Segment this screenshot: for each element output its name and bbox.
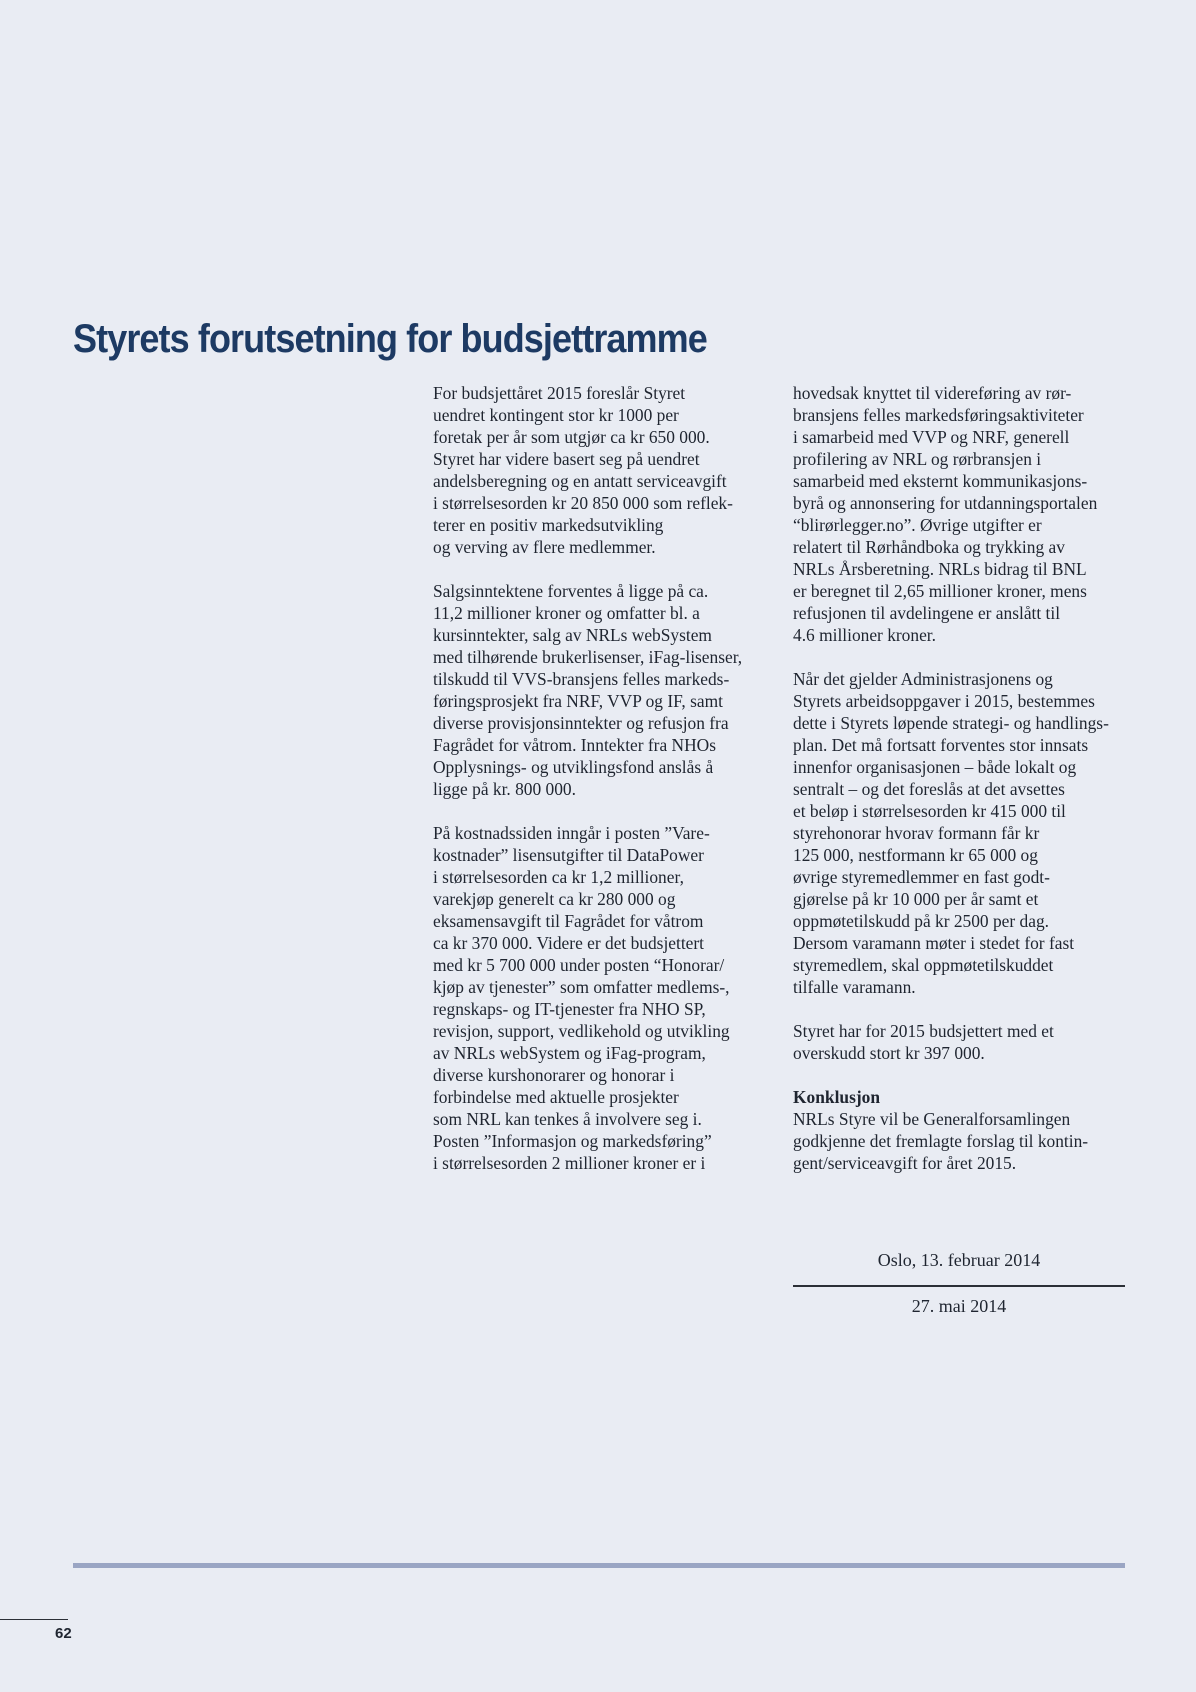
text-line: Styrets arbeidsoppgaver i 2015, bestemmes [793,691,1095,711]
text-line: innenfor organisasjonen – både lokalt og [793,757,1077,777]
text-line: samarbeid med eksternt kommunikasjons- [793,471,1088,491]
text-line: hovedsak knyttet til videreføring av rør- [793,383,1072,403]
text-line: oppmøtetilskudd på kr 2500 per dag. [793,911,1049,931]
text-line: 125 000, nestformann kr 65 000 og [793,845,1038,865]
page-number-rule [0,1619,68,1620]
text-line: Opplysnings- og utviklingsfond anslås å [433,757,714,777]
text-line: Fagrådet for våtrom. Inntekter fra NHOs [433,735,716,755]
text-line: plan. Det må fortsatt forventes stor innsats [793,735,1089,755]
text-line: eksamensavgift til Fagrådet for våtrom [433,911,704,931]
text-line: overskudd stort kr 397 000. [793,1043,985,1063]
paragraph-gap [793,998,1133,1020]
text-line: av NRLs webSystem og iFag-program, [433,1043,706,1063]
text-line: i størrelsesorden ca kr 1,2 millioner, [433,867,684,887]
text-line: tilskudd til VVS-bransjens felles markeds- [433,669,730,689]
text-line: med kr 5 700 000 under posten “Honorar/ [433,955,725,975]
paragraph-gap [793,1064,1133,1086]
text-line: foretak per år som utgjør ca kr 650 000. [433,427,710,447]
text-line: For budsjettåret 2015 foreslår Styret [433,383,686,403]
text-line: Styret har for 2015 budsjettert med et [793,1021,1054,1041]
right-text-column [793,382,1133,1174]
text-line: Styret har videre basert seg på uendret [433,449,700,469]
text-line: forbindelse med aktuelle prosjekter [433,1087,679,1107]
text-line: kostnader” lisensutgifter til DataPower [433,845,704,865]
text-line: 4.6 millioner kroner. [793,625,936,645]
text-line: styremedlem, skal oppmøtetilskuddet [793,955,1054,975]
text-line: bransjens felles markedsføringsaktiviteter [793,405,1084,425]
text-line: 11,2 millioner kroner og omfatter bl. a [433,603,700,623]
text-line: med tilhørende brukerlisenser, iFag-lisenser, [433,647,743,667]
text-line: i størrelsesorden 2 millioner kroner er i [433,1153,706,1173]
text-line: sentralt – og det foreslås at det avsettes [793,779,1065,799]
text-line: og verving av flere medlemmer. [433,537,656,557]
footer-divider [73,1563,1125,1568]
text-line: terer en positiv markedsutvikling [433,515,664,535]
text-line: Dersom varamann møter i stedet for fast [793,933,1075,953]
text-line: NRLs Styre vil be Generalforsamlingen [793,1109,1071,1129]
text-line: dette i Styrets løpende strategi- og handlings- [793,713,1109,733]
text-line: profilering av NRL og rørbransjen i [793,449,1042,469]
text-line: gjørelse på kr 10 000 per år samt et [793,889,1039,909]
signature-place-date: Oslo, 13. februar 2014 [877,1250,1041,1270]
text-line: diverse kurshonorarer og honorar i [433,1065,675,1085]
text-line: styrehonorar hvorav formann får kr [793,823,1040,843]
text-line: regnskaps- og IT-tjenester fra NHO SP, [433,999,706,1019]
text-line: føringsprosjekt fra NRF, VVP og IF, samt [433,691,723,711]
text-line: kjøp av tjenester” som omfatter medlems-, [433,977,730,997]
text-line: kursinntekter, salg av NRLs webSystem [433,625,712,645]
text-line: som NRL kan tenkes å involvere seg i. [433,1109,702,1129]
text-line: i størrelsesorden kr 20 850 000 som reflek- [433,493,733,513]
page-title: Styrets forutsetning for budsjettramme [73,316,707,361]
page-number: 62 [55,1625,72,1642]
text-line: i samarbeid med VVP og NRF, generell [793,427,1070,447]
text-line: varekjøp generelt ca kr 280 000 og [433,889,676,909]
text-line: Salgsinntektene forventes å ligge på ca. [433,581,709,601]
text-line: tilfalle varamann. [793,977,916,997]
text-line: refusjonen til avdelingene er anslått til [793,603,1061,623]
text-line: øvrige styremedlemmer en fast godt- [793,867,1050,887]
text-line: andelsberegning og en antatt serviceavgift [433,471,727,491]
text-line: gent/serviceavgift for året 2015. [793,1153,1017,1173]
text-line: godkjenne det fremlagte forslag til kontin- [793,1131,1089,1151]
signature-line [793,1285,1125,1287]
text-line: uendret kontingent stor kr 1000 per [433,405,679,425]
text-line: NRLs Årsberetning. NRLs bidrag til BNL [793,559,1087,579]
text-line: et beløp i størrelsesorden kr 415 000 til [793,801,1066,821]
paragraph-gap [793,646,1133,668]
text-line: revisjon, support, vedlikehold og utvikling [433,1021,730,1041]
text-line: Posten ”Informasjon og markedsføring” [433,1131,712,1151]
text-line: Når det gjelder Administrasjonens og [793,669,1053,689]
text-line: ca kr 370 000. Videre er det budsjettert [433,933,704,953]
left-text-column [433,382,773,1174]
text-line: “blirørlegger.no”. Øvrige utgifter er [793,515,1042,535]
text-line: byrå og annonsering for utdanningsportalen [793,493,1098,513]
conclusion-heading: Konklusjon [793,1087,880,1107]
paragraph-gap [433,800,773,822]
text-line: ligge på kr. 800 000. [433,779,576,799]
paragraph-gap [433,558,773,580]
text-line: er beregnet til 2,65 millioner kroner, mens [793,581,1087,601]
right-column-paragraphs [793,382,1133,1086]
text-line: diverse provisjonsinntekter og refusjon fra [433,713,729,733]
text-line: relatert til Rørhåndboka og trykking av [793,537,1065,557]
conclusion-text [793,1108,1133,1174]
signature-date: 27. mai 2014 [911,1296,1007,1316]
text-line: På kostnadssiden inngår i posten ”Vare- [433,823,710,843]
